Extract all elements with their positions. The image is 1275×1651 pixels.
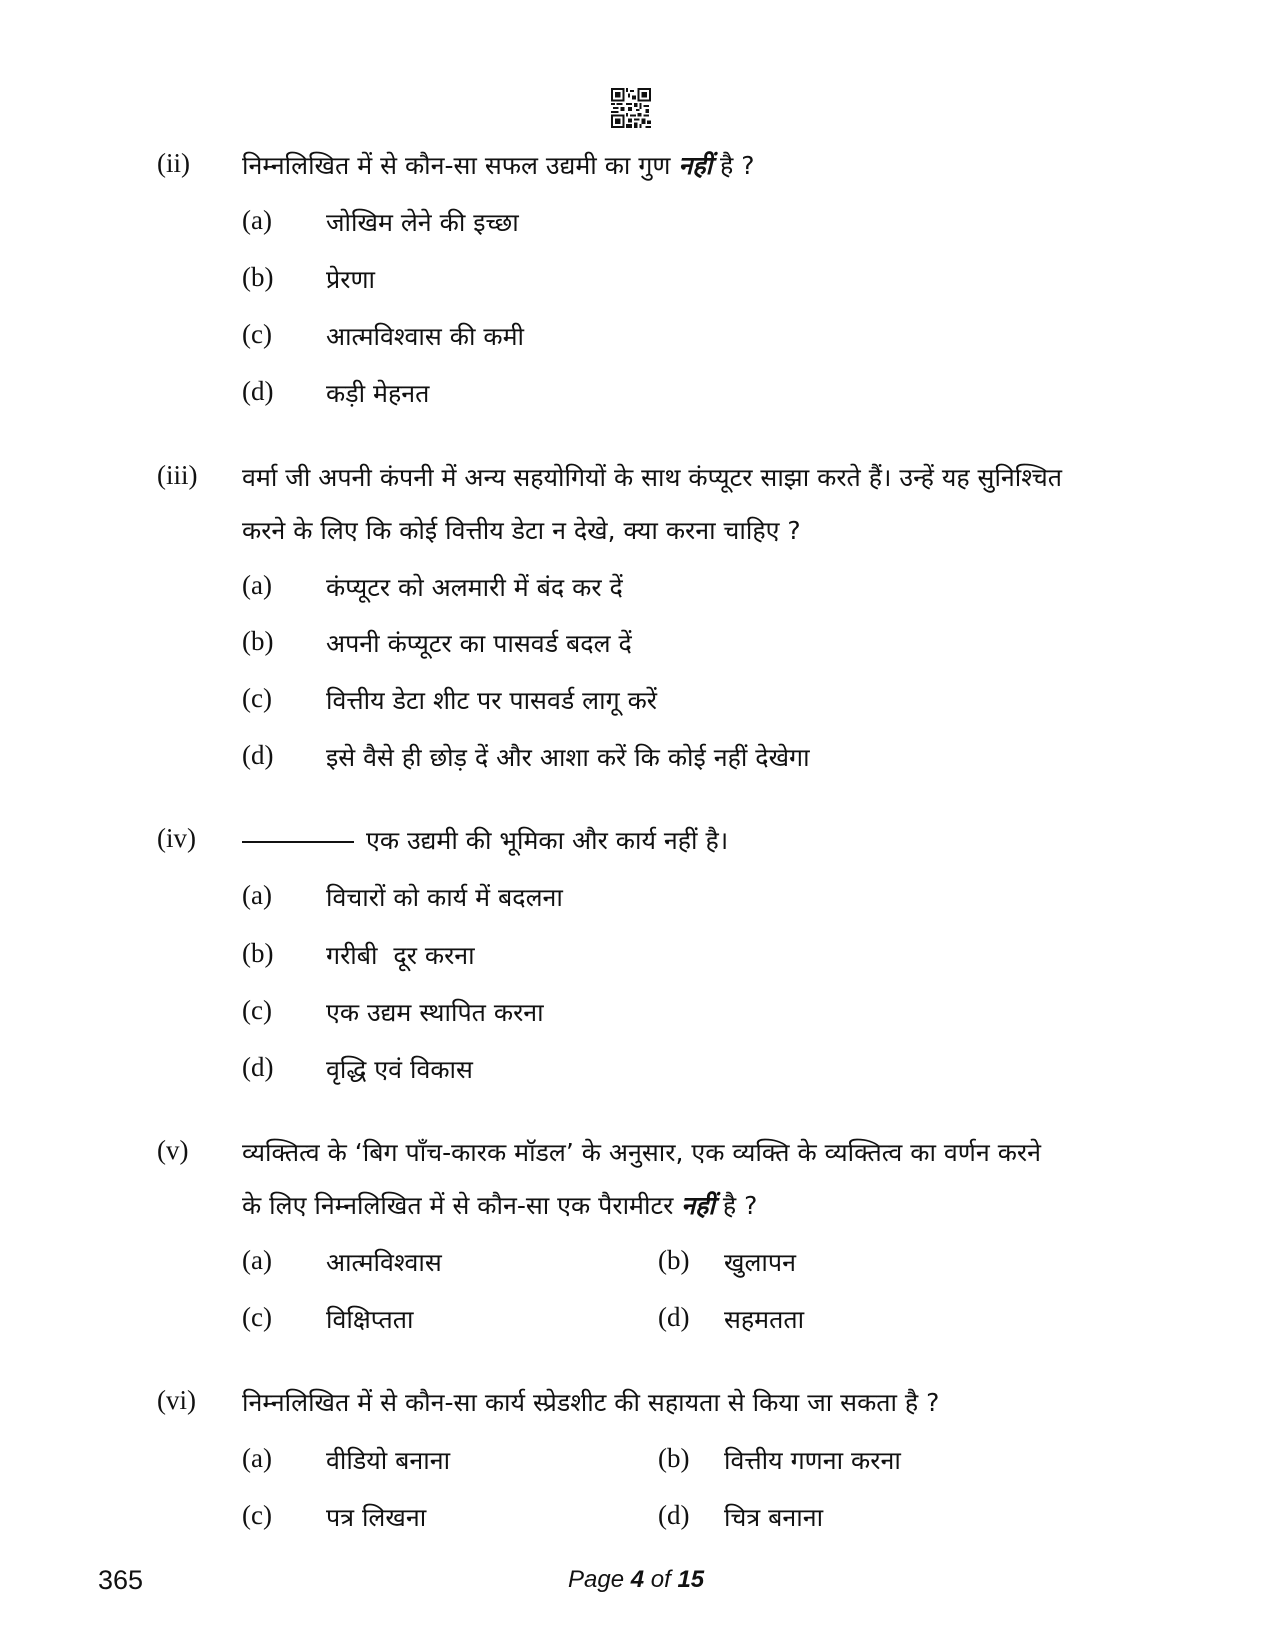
- question-text-line-1: व्यक्तित्व के ‘बिग पाँच-कारक मॉडल’ के अनुसार, एक व्यक्ति के व्यक्तित्व का वर्णन करने: [242, 1138, 1041, 1167]
- option-label-d: (d): [242, 376, 274, 406]
- option-text-d: सहमतता: [724, 1305, 805, 1334]
- page-indicator: [568, 1566, 704, 1594]
- option-label-a: (a): [242, 205, 272, 235]
- emphasis-not: नहीं: [678, 151, 713, 180]
- option-text-d: इसे वैसे ही छोड़ दें और आशा करें कि कोई नहीं देखेगा: [326, 743, 810, 772]
- question-number: (v): [157, 1135, 189, 1165]
- option-text-a: आत्मविश्वास: [326, 1248, 442, 1277]
- option-text-b: वित्तीय गणना करना: [724, 1446, 901, 1475]
- question-text: [242, 823, 728, 857]
- option-text-b: अपनी कंप्यूटर का पासवर्ड बदल दें: [326, 629, 632, 658]
- option-text-c: पत्र लिखना: [326, 1503, 427, 1532]
- option-text-d: कड़ी मेहनत: [326, 379, 430, 408]
- question-text-line-2: [242, 1188, 757, 1222]
- question-text-line-2: करने के लिए कि कोई वित्तीय डेटा न देखे, क्या करना चाहिए ?: [242, 516, 801, 545]
- question-text: निम्नलिखित में से कौन-सा कार्य स्प्रेडशीट की सहायता से किया जा सकता है ?: [242, 1388, 940, 1417]
- option-label-c: (c): [242, 1302, 272, 1332]
- question-number: (iii): [157, 460, 198, 490]
- question-text: [242, 148, 755, 182]
- option-text-a: जोखिम लेने की इच्छा: [326, 208, 519, 237]
- option-text-b: प्रेरणा: [326, 265, 376, 294]
- question-text-main: निम्नलिखित में से कौन-सा सफल उद्यमी का गुण: [242, 151, 671, 180]
- option-label-b: (b): [242, 938, 274, 968]
- option-label-b: (b): [242, 262, 274, 292]
- question-text-main: एक उद्यमी की भूमिका और कार्य नहीं है।: [366, 826, 729, 855]
- option-text-b: गरीबी दूर करना: [326, 941, 475, 970]
- question-number: (ii): [157, 148, 190, 178]
- question-text-main: के लिए निम्नलिखित में से कौन-सा एक पैरामीटर: [242, 1191, 674, 1220]
- option-label-b: (b): [658, 1245, 690, 1275]
- option-label-d: (d): [658, 1302, 690, 1332]
- question-number: (iv): [157, 823, 196, 853]
- question-text-end: है ?: [722, 1191, 758, 1220]
- option-text-d: चित्र बनाना: [724, 1503, 824, 1532]
- option-label-b: (b): [658, 1443, 690, 1473]
- page-of: of: [650, 1566, 671, 1593]
- option-label-d: (d): [242, 1052, 274, 1082]
- page-prefix: Page: [568, 1566, 625, 1593]
- option-label-c: (c): [242, 995, 272, 1025]
- option-text-c: आत्मविश्वास की कमी: [326, 322, 524, 351]
- option-label-a: (a): [242, 1443, 272, 1473]
- option-text-c: विक्षिप्तता: [326, 1305, 414, 1334]
- paper-code: 365: [98, 1565, 144, 1595]
- emphasis-not: नहीं: [681, 1191, 715, 1220]
- option-label-a: (a): [242, 570, 272, 600]
- option-text-b: खुलापन: [724, 1248, 796, 1277]
- option-label-a: (a): [242, 1245, 272, 1275]
- option-text-c: वित्तीय डेटा शीट पर पासवर्ड लागू करें: [326, 686, 658, 715]
- page-total: 15: [677, 1566, 705, 1593]
- option-label-c: (c): [242, 1500, 272, 1530]
- question-text-line-1: वर्मा जी अपनी कंपनी में अन्य सहयोगियों के साथ कंप्यूटर साझा करते हैं। उन्हें यह सुनिश्चित: [242, 463, 1063, 492]
- question-text-end: है ?: [720, 151, 755, 180]
- question-number: (vi): [157, 1385, 196, 1415]
- option-label-c: (c): [242, 683, 272, 713]
- option-label-d: (d): [658, 1500, 690, 1530]
- fill-in-blank: [242, 841, 354, 843]
- option-label-d: (d): [242, 740, 274, 770]
- option-text-d: वृद्धि एवं विकास: [326, 1055, 473, 1084]
- option-text-a: विचारों को कार्य में बदलना: [326, 883, 563, 912]
- option-label-c: (c): [242, 319, 272, 349]
- page-current: 4: [630, 1566, 645, 1593]
- option-label-a: (a): [242, 880, 272, 910]
- option-text-a: कंप्यूटर को अलमारी में बंद कर दें: [326, 573, 623, 602]
- option-text-c: एक उद्यम स्थापित करना: [326, 998, 544, 1027]
- qr-code-icon: [611, 88, 651, 128]
- option-label-b: (b): [242, 626, 274, 656]
- option-text-a: वीडियो बनाना: [326, 1446, 451, 1475]
